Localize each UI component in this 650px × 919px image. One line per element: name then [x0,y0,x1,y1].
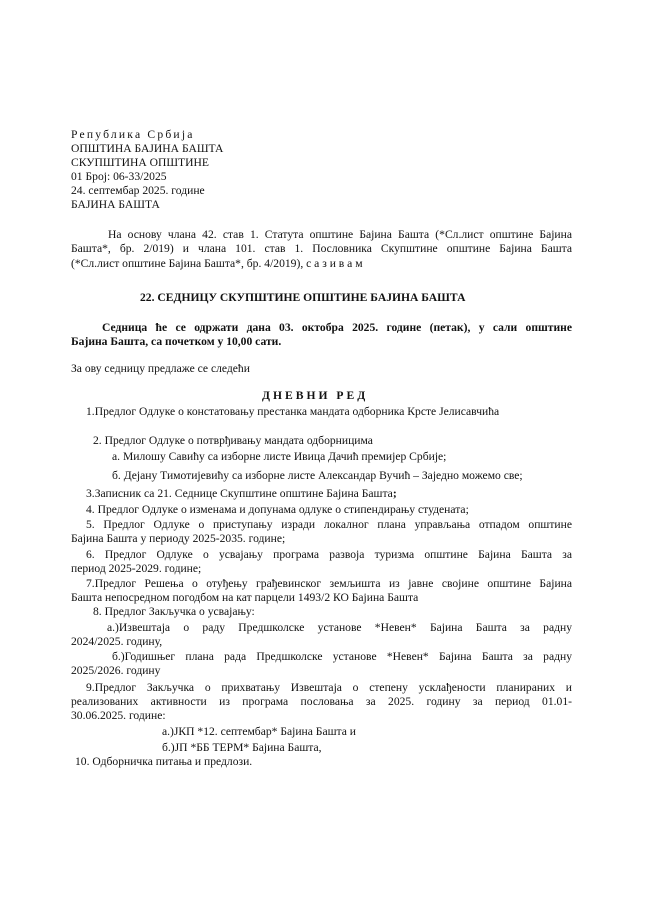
agenda-item-8b-line-2: 2025/2026. годину [71,664,161,677]
agenda-item-7-line-1: 7.Предлог Решења о отуђењу грађевинског земљишта из јавне својине општине Бајина [86,577,572,590]
preamble-line-1: На основу члана 42. став 1. Статута општине Бајина Башта (*Сл.лист општине Бајина [108,228,572,241]
agenda-item-9a: а.)ЈКП *12. септембар* Бајина Башта и [162,725,356,738]
header-number: 01 Број: 06-33/2025 [71,170,167,183]
agenda-item-9-line-3: 30.06.2025. године: [71,709,166,722]
agenda-item-6-line-1: 6. Предлог Одлуке о усвајању програма развоја туризма општине Бајина Башта за [86,548,572,561]
header-assembly: СКУПШТИНА ОПШТИНЕ [71,156,209,169]
agenda-item-8a-line-2: 2024/2025. годину, [71,635,163,648]
agenda-item-9-line-2: реализованих активности из програма пословања за 2025. годину за период 01.01- [71,695,572,708]
agenda-title: ДНЕВНИ РЕД [262,389,369,402]
agenda-item-8b-line-1: б.)Годишњег плана рада Предшколске установе *Невен* Бајина Башта за радну [112,650,572,663]
agenda-item-2: 2. Предлог Одлуке о потврђивању мандата одборницима [93,434,373,447]
agenda-item-3-end: ; [392,487,397,500]
agenda-item-10: 10. Одборничка питања и предлози. [75,755,253,768]
agenda-item-6-line-2: период 2025-2029. године; [71,562,202,575]
agenda-item-7-line-2: Башта непосредном погодбом на кат парцели 1493/2 КО Бајина Башта [71,591,419,604]
proposal-text: За ову седницу предлаже се следећи [71,362,250,375]
agenda-item-9b: б.)ЈП *ББ ТЕРМ* Бајина Башта, [162,741,322,754]
agenda-item-4: 4. Предлог Одлуке о изменама и допунама одлуке о стипендирању студената; [86,503,469,516]
agenda-item-3-text: 3.Записник са 21. Седнице Скупштине општине Бајина Башта [86,487,393,500]
agenda-item-2a: а. Милошу Савићу са изборне листе Ивица Дачић премијер Србије; [112,450,447,463]
preamble-line-2: Башта*, бр. 2/019) и члана 101. став 1. Пословника Скупштине општине Бајина Башта [71,242,572,255]
header-date: 24. септембар 2025. године [71,184,205,197]
agenda-item-8: 8. Предлог Закључка о усвајању: [93,605,255,618]
header-city: БАЈИНА БАШТА [71,198,160,211]
agenda-item-9-line-1: 9.Предлог Закључка о прихватању Извештаја о степену усклађености планираних и [86,681,572,694]
agenda-item-5-line-1: 5. Предлог Одлуке о приступању изради локалног плана управљања отпадом општине [86,518,572,531]
header-municipality: ОПШТИНА БАЈИНА БАШТА [71,142,224,155]
agenda-item-2b: б. Дејану Тимотијевићу са изборне листе Александар Вучић – Заједно можемо све; [112,469,523,482]
agenda-item-8a-line-1: а.)Извештаја о раду Предшколске установе *Невен* Бајина Башта за радну [107,621,572,634]
agenda-item-3 [86,487,397,500]
session-line-2: Бајина Башта, са почетком у 10,00 сати. [71,335,282,348]
agenda-item-1: 1.Предлог Одлуке о констатовању престанка мандата одборника Крсте Јелисавчића [86,405,500,418]
agenda-item-5-line-2: Бајина Башта у периоду 2025-2035. године; [71,532,286,545]
header-republic: Република Србија [71,128,195,141]
session-title: 22. СЕДНИЦУ СКУПШТИНЕ ОПШТИНЕ БАЈИНА БАШТА [140,291,466,304]
preamble-line-3: (*Сл.лист општине Бајина Башта*, бр. 4/2019), с а з и в а м [71,257,363,270]
session-line-1: Седница ће се одржати дана 03. октобра 2025. године (петак), у сали општине [102,321,572,334]
